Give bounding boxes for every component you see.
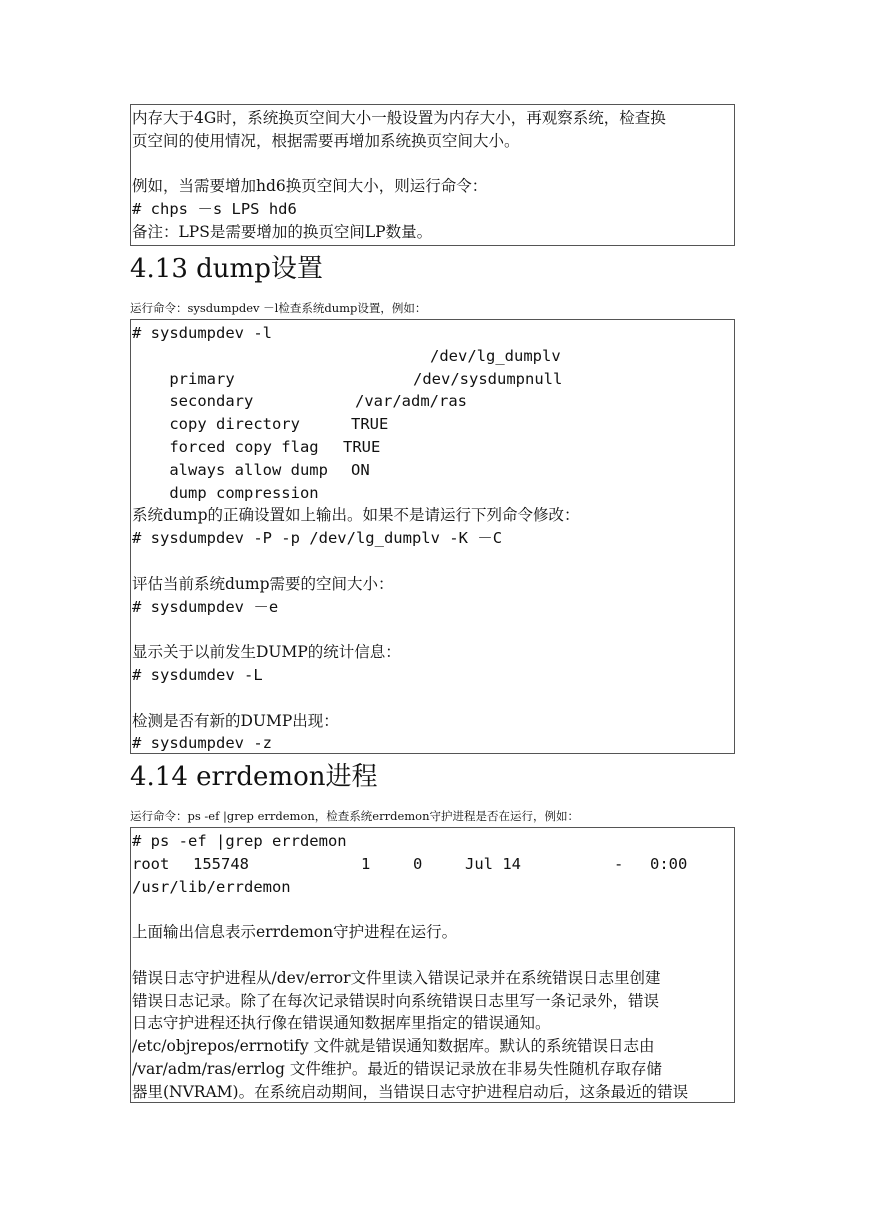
text-line: 器里(NVRAM)。在系统启动期间，当错误日志守护进程启动后，这条最近的错误 [132, 1082, 689, 1101]
setting-key: forced copy flag [169, 437, 319, 456]
ps-time: 0:00 [650, 854, 688, 873]
blank-line [132, 687, 734, 710]
setting-value: /dev/lg_dumplv [430, 346, 561, 365]
text-line: 日志守护进程还执行像在错误通知数据库里指定的错误通知。 [132, 1014, 551, 1033]
text-line: 例如，当需要增加hd6换页空间大小，则运行命令： [132, 177, 488, 196]
ps-c: 0 [413, 854, 423, 873]
command-line: # ps -ef |grep errdemon [132, 832, 347, 850]
blank-line [132, 898, 734, 921]
dump-settings-box [130, 319, 735, 754]
text-line: /etc/objrepos/errnotify 文件就是错误通知数据库。默认的系统错误日志由 [132, 1037, 655, 1056]
blank-line [132, 550, 734, 573]
ps-tty: - [614, 854, 624, 873]
command-line: # sysdumpdev -z [132, 734, 272, 753]
blank-line [132, 153, 734, 176]
text-line: 备注：LPS是需要增加的换页空间LP数量。 [132, 222, 433, 241]
dump-setting-row [132, 413, 734, 456]
section-heading-errdemon: 4.14 errdemon进程 [130, 762, 378, 792]
command-line: # chps －s LPS hd6 [132, 200, 297, 219]
command-line: # sysdumdev -L [132, 665, 263, 684]
text-line: 错误日志记录。除了在每次记录错误时向系统错误日志里写一条记录外，错误 [132, 991, 660, 1010]
command-line: /usr/lib/errdemon [132, 877, 291, 896]
paging-space-note-box [130, 104, 735, 246]
setting-key: always allow dump [169, 460, 328, 479]
blank-line [132, 618, 734, 641]
text-line: /var/adm/ras/errlog 文件维护。最近的错误记录放在非易失性随机存取存储 [132, 1059, 662, 1078]
section-caption-dump: 运行命令：sysdumpdev －l检查系统dump设置，例如： [130, 301, 427, 315]
ps-user: root [132, 854, 170, 873]
text-line: 系统dump的正确设置如上输出。如果不是请运行下列命令修改： [132, 506, 580, 525]
command-line: # sysdumpdev -l [132, 324, 272, 342]
text-line: 检测是否有新的DUMP出现： [132, 711, 339, 730]
setting-key: secondary [169, 392, 254, 411]
text-line: 上面输出信息表示errdemon守护进程在运行。 [132, 923, 458, 942]
command-line: # sysdumpdev －e [132, 597, 279, 616]
ps-stime: Jul 14 [465, 854, 521, 873]
setting-value: TRUE [343, 437, 381, 456]
setting-value: TRUE [351, 415, 389, 434]
errdemon-box [130, 827, 735, 1103]
blank-line [132, 944, 734, 967]
setting-value: ON [351, 460, 370, 479]
text-line: 页空间的使用情况，根据需要再增加系统换页空间大小。 [132, 131, 520, 150]
command-line: # sysdumpdev -P -p /dev/lg_dumplv -K －C [132, 529, 503, 548]
setting-value: /dev/sysdumpnull [413, 369, 563, 388]
text-line: 评估当前系统dump需要的空间大小： [132, 574, 394, 593]
setting-key: primary [169, 369, 235, 388]
section-heading-dump: 4.13 dump设置 [130, 254, 323, 284]
setting-value: /var/adm/ras [355, 392, 467, 411]
text-line: 显示关于以前发生DUMP的统计信息： [132, 643, 401, 662]
dump-setting-row [132, 459, 734, 502]
setting-key: copy directory [169, 415, 300, 434]
text-line: 错误日志守护进程从/dev/error文件里读入错误记录并在系统错误日志里创建 [132, 968, 661, 987]
text-line: 内存大于4G时，系统换页空间大小一般设置为内存大小，再观察系统，检查换 [132, 109, 666, 127]
setting-key: dump compression [169, 483, 319, 502]
section-caption-errdemon: 运行命令：ps -ef |grep errdemon，检查系统errdemon守护进程是否在运行，例如： [130, 809, 579, 823]
ps-output-row [132, 853, 734, 876]
ps-ppid: 1 [361, 854, 371, 873]
ps-pid: 155748 [193, 854, 249, 873]
